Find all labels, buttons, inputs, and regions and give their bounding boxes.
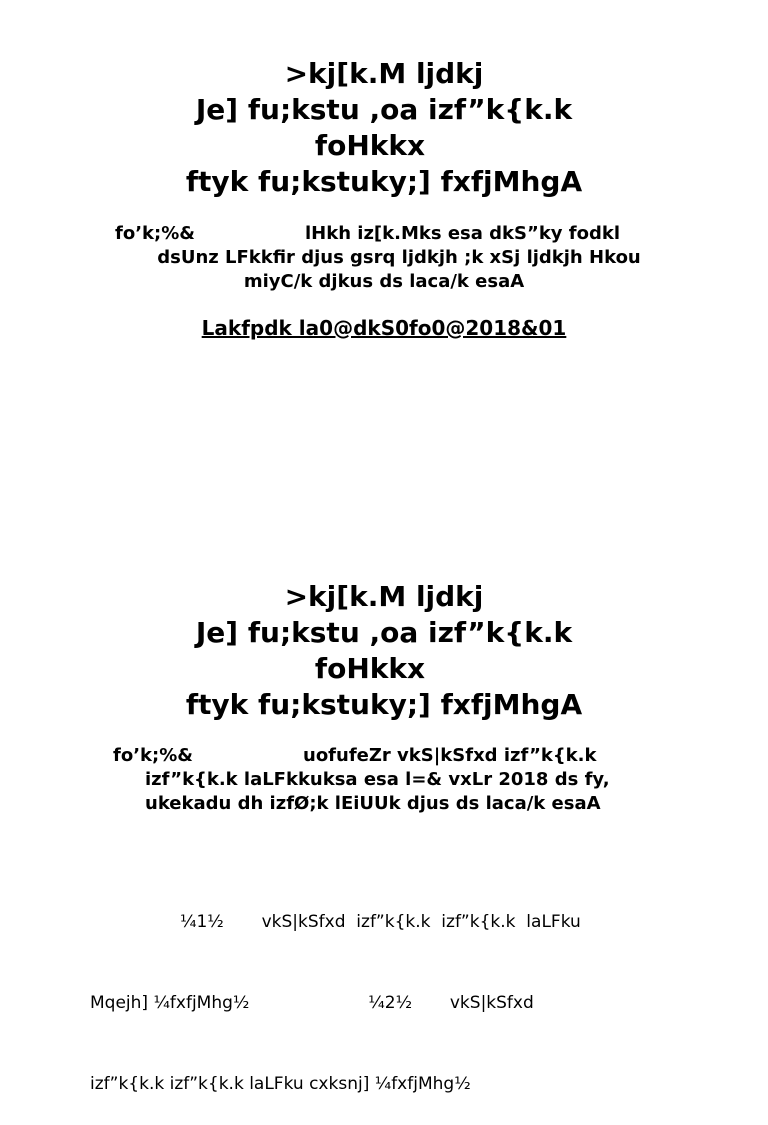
institute-list-line-2: Mqejh] ¼fxfjMhg½ ¼2½ vkS|kSfxd [90,993,534,1013]
subject-line-1 [0,222,768,246]
header-section-2 [0,579,768,723]
department-title-line-1: >kj[k.M ljdkj [284,57,484,90]
subject-line-2: dsUnz LFkkfir djus gsrq ljdkjh ;k xSj ljdkjh Hkou [157,247,641,268]
department-title-line-3: foHkkx [314,652,426,685]
institute-list [90,855,650,1125]
reference-number-1 [0,316,768,340]
subject-label: fo’k;%& [115,223,195,244]
institute-list-line-1: ¼1½ vkS|kSfxd izf”k{k.k izf”k{k.k laLFku [180,912,581,932]
subject-text-1: uofufeZr vkS|kSfxd izf”k{k.k [303,745,597,766]
subject-line-2: izf”k{k.k laLFkkuksa esa l=& vxLr 2018 ds fy, [145,769,610,790]
subject-section-2 [0,744,768,816]
department-title-line-4: ftyk fu;kstuky;] fxfjMhgA [185,688,583,721]
subject-line-3: miyC/k djkus ds laca/k esaA [243,271,525,292]
subject-line-1 [0,744,768,768]
department-title-line-2: Je] fu;kstu ,oa izf”k{k.k [195,616,573,649]
institute-list-line-3: izf”k{k.k izf”k{k.k laLFku cxksnj] ¼fxfjMhg½ [90,1074,471,1094]
subject-line-3: ukekadu dh izfØ;k lEiUUk djus ds laca/k esaA [145,793,601,814]
department-title-line-3: foHkkx [314,129,426,162]
header-section-1 [0,56,768,200]
department-title-line-4: ftyk fu;kstuky;] fxfjMhgA [185,165,583,198]
reference-number-text: Lakfpdk la0@dkS0fo0@2018&01 [201,316,567,340]
department-title-line-2: Je] fu;kstu ,oa izf”k{k.k [195,93,573,126]
subject-section-1 [0,222,768,294]
subject-text-1: lHkh iz[k.Mks esa dkS”ky fodkl [305,223,621,244]
department-title-line-1: >kj[k.M ljdkj [284,580,484,613]
subject-label: fo’k;%& [113,745,193,766]
